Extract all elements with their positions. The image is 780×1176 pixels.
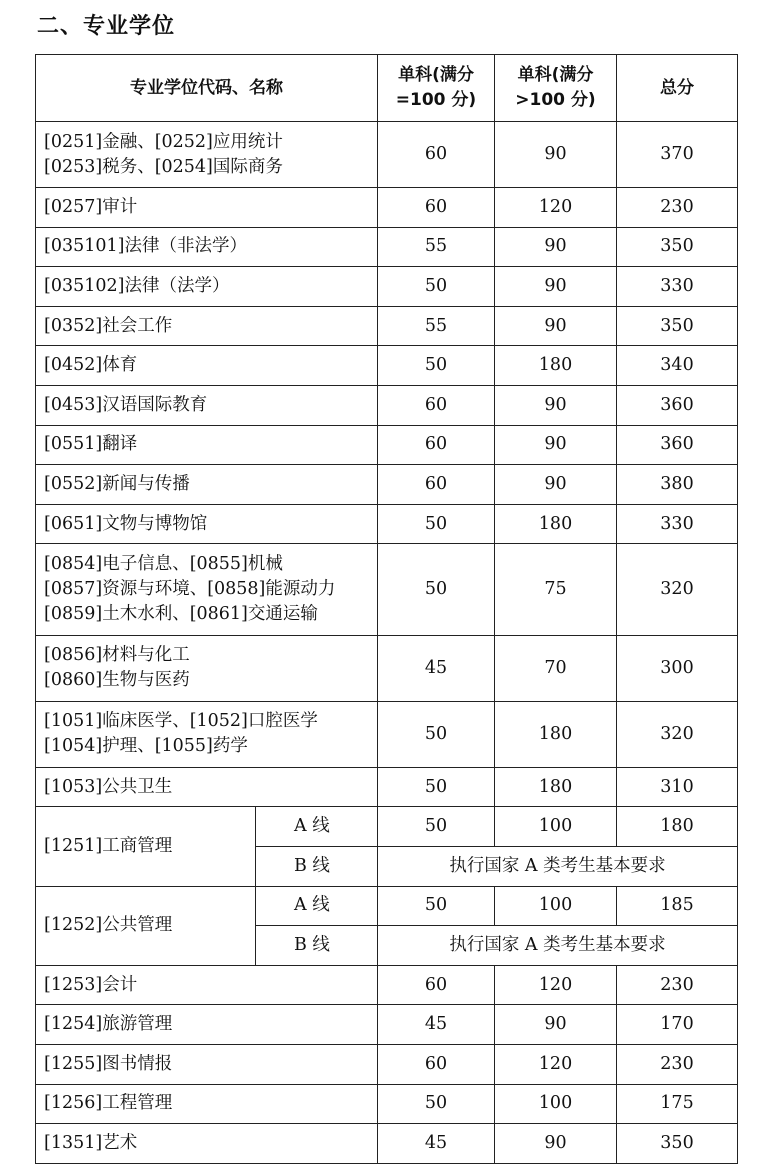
program-name-line: [1054]护理、[1055]药学 [44, 736, 248, 757]
total-score: 360 [617, 385, 738, 425]
table-row [36, 1124, 738, 1164]
program-name-line: [035101]法律（非法学） [44, 236, 247, 257]
single-score-le100: 50 [378, 886, 495, 926]
single-score-gt100: 180 [495, 504, 617, 544]
single-score-gt100: 180 [495, 701, 617, 767]
total-score: 330 [617, 267, 738, 307]
program-name-cell [36, 767, 378, 807]
total-score: 230 [617, 965, 738, 1005]
header-single-le100 [378, 55, 495, 122]
single-score-gt100: 90 [495, 122, 617, 188]
line-a-label: A 线 [256, 807, 378, 847]
program-name-line: [1351]艺术 [44, 1132, 138, 1153]
table-row [36, 425, 738, 465]
total-score: 230 [617, 1045, 738, 1085]
table-row [36, 227, 738, 267]
single-score-gt100: 75 [495, 544, 617, 636]
header-total: 总分 [617, 55, 738, 122]
total-score: 380 [617, 465, 738, 505]
table-row [36, 346, 738, 386]
single-score-gt100: 90 [495, 385, 617, 425]
table-row [36, 886, 738, 926]
single-score-gt100: 180 [495, 346, 617, 386]
table-row [36, 767, 738, 807]
program-name-cell: [1251]工商管理 [36, 807, 256, 886]
program-name-line: [1256]工程管理 [44, 1093, 173, 1114]
single-score-gt100: 100 [495, 807, 617, 847]
program-name-line: [0253]税务、[0254]国际商务 [44, 156, 283, 177]
program-name-cell [36, 346, 378, 386]
single-score-gt100: 100 [495, 1084, 617, 1124]
program-name-cell [36, 635, 378, 701]
single-score-le100: 60 [378, 122, 495, 188]
single-score-le100: 60 [378, 188, 495, 228]
single-score-le100: 50 [378, 767, 495, 807]
header-single-le100-line-1: 单科(满分 [398, 65, 474, 85]
program-name-line: [0551]翻译 [44, 434, 138, 455]
program-name-cell [36, 465, 378, 505]
header-single-gt100 [495, 55, 617, 122]
program-name-cell [36, 227, 378, 267]
total-score: 340 [617, 346, 738, 386]
single-score-le100: 50 [378, 544, 495, 636]
total-score: 330 [617, 504, 738, 544]
total-score: 230 [617, 188, 738, 228]
table-row [36, 122, 738, 188]
single-score-le100: 45 [378, 1124, 495, 1164]
total-score: 360 [617, 425, 738, 465]
total-score: 310 [617, 767, 738, 807]
total-score: 300 [617, 635, 738, 701]
program-name-line: [0257]审计 [44, 196, 138, 217]
program-name-cell [36, 425, 378, 465]
single-score-le100: 50 [378, 807, 495, 847]
line-a-label: A 线 [256, 886, 378, 926]
header-single-gt100-line-1: 单科(满分 [517, 65, 594, 85]
table-row [36, 504, 738, 544]
single-score-le100: 60 [378, 1045, 495, 1085]
total-score: 170 [617, 1005, 738, 1045]
program-name-line: [0860]生物与医药 [44, 670, 190, 691]
single-score-gt100: 90 [495, 306, 617, 346]
single-score-le100: 60 [378, 465, 495, 505]
total-score: 175 [617, 1084, 738, 1124]
table-row [36, 385, 738, 425]
line-b-label: B 线 [256, 926, 378, 966]
total-score: 320 [617, 544, 738, 636]
program-name-cell [36, 385, 378, 425]
single-score-gt100: 120 [495, 188, 617, 228]
table-row [36, 635, 738, 701]
single-score-le100: 45 [378, 635, 495, 701]
program-name-cell [36, 1084, 378, 1124]
program-name-cell [36, 267, 378, 307]
program-name-line: [0352]社会工作 [44, 315, 173, 336]
total-score: 180 [617, 807, 738, 847]
single-score-gt100: 70 [495, 635, 617, 701]
program-name-cell [36, 122, 378, 188]
program-name-line: [1255]图书情报 [44, 1053, 173, 1074]
table-row [36, 267, 738, 307]
single-score-le100: 55 [378, 227, 495, 267]
single-score-le100: 60 [378, 965, 495, 1005]
single-score-gt100: 90 [495, 1005, 617, 1045]
single-score-gt100: 100 [495, 886, 617, 926]
single-score-le100: 50 [378, 701, 495, 767]
program-name-cell [36, 544, 378, 636]
table-row [36, 965, 738, 1005]
header-name: 专业学位代码、名称 [36, 55, 378, 122]
table-row [36, 188, 738, 228]
table-row [36, 465, 738, 505]
program-name-cell [36, 1124, 378, 1164]
total-score: 350 [617, 306, 738, 346]
program-name-line: [0251]金融、[0252]应用统计 [44, 131, 283, 152]
single-score-gt100: 180 [495, 767, 617, 807]
line-b-label: B 线 [256, 847, 378, 887]
table-row [36, 544, 738, 636]
single-score-le100: 45 [378, 1005, 495, 1045]
program-name-cell [36, 306, 378, 346]
program-name-line: [0856]材料与化工 [44, 645, 190, 666]
single-score-gt100: 90 [495, 1124, 617, 1164]
program-name-cell: [1252]公共管理 [36, 886, 256, 965]
section-title: 二、专业学位 [37, 14, 176, 39]
table-row [36, 306, 738, 346]
program-name-cell [36, 1045, 378, 1085]
program-name-line: [035102]法律（法学） [44, 275, 230, 296]
program-name-line: [1254]旅游管理 [44, 1014, 173, 1035]
line-b-note: 执行国家 A 类考生基本要求 [378, 847, 738, 887]
table-row [36, 1045, 738, 1085]
total-score: 370 [617, 122, 738, 188]
total-score: 185 [617, 886, 738, 926]
single-score-gt100: 120 [495, 965, 617, 1005]
program-name-line: [0857]资源与环境、[0858]能源动力 [44, 579, 336, 600]
single-score-le100: 50 [378, 504, 495, 544]
program-name-cell [36, 1005, 378, 1045]
single-score-le100: 50 [378, 267, 495, 307]
header-single-le100-line-2: =100 分) [395, 90, 477, 110]
table-row [36, 1005, 738, 1045]
program-name-line: [0552]新闻与传播 [44, 473, 190, 494]
program-name-cell [36, 504, 378, 544]
program-name-cell [36, 188, 378, 228]
program-name-line: [0651]文物与博物馆 [44, 513, 208, 534]
program-name-line: [1253]会计 [44, 974, 138, 995]
total-score: 350 [617, 227, 738, 267]
program-name-line: [0453]汉语国际教育 [44, 394, 208, 415]
table-header-row [36, 55, 738, 122]
total-score: 350 [617, 1124, 738, 1164]
program-name-line: [1051]临床医学、[1052]口腔医学 [44, 711, 318, 732]
program-name-cell [36, 965, 378, 1005]
program-name-line: [0452]体育 [44, 355, 138, 376]
program-name-line: [1053]公共卫生 [44, 776, 173, 797]
single-score-gt100: 90 [495, 227, 617, 267]
table-row [36, 1084, 738, 1124]
single-score-le100: 55 [378, 306, 495, 346]
single-score-le100: 50 [378, 346, 495, 386]
single-score-gt100: 90 [495, 425, 617, 465]
program-name-line: [0854]电子信息、[0855]机械 [44, 554, 283, 575]
header-single-gt100-line-2: >100 分) [515, 90, 596, 110]
line-b-note: 执行国家 A 类考生基本要求 [378, 926, 738, 966]
total-score: 320 [617, 701, 738, 767]
single-score-le100: 50 [378, 1084, 495, 1124]
table-row [36, 701, 738, 767]
single-score-gt100: 90 [495, 465, 617, 505]
table-row [36, 807, 738, 847]
program-name-line: [0859]土木水利、[0861]交通运输 [44, 604, 318, 625]
single-score-gt100: 90 [495, 267, 617, 307]
program-name-cell [36, 701, 378, 767]
single-score-gt100: 120 [495, 1045, 617, 1085]
single-score-le100: 60 [378, 425, 495, 465]
score-table [35, 54, 738, 1164]
single-score-le100: 60 [378, 385, 495, 425]
